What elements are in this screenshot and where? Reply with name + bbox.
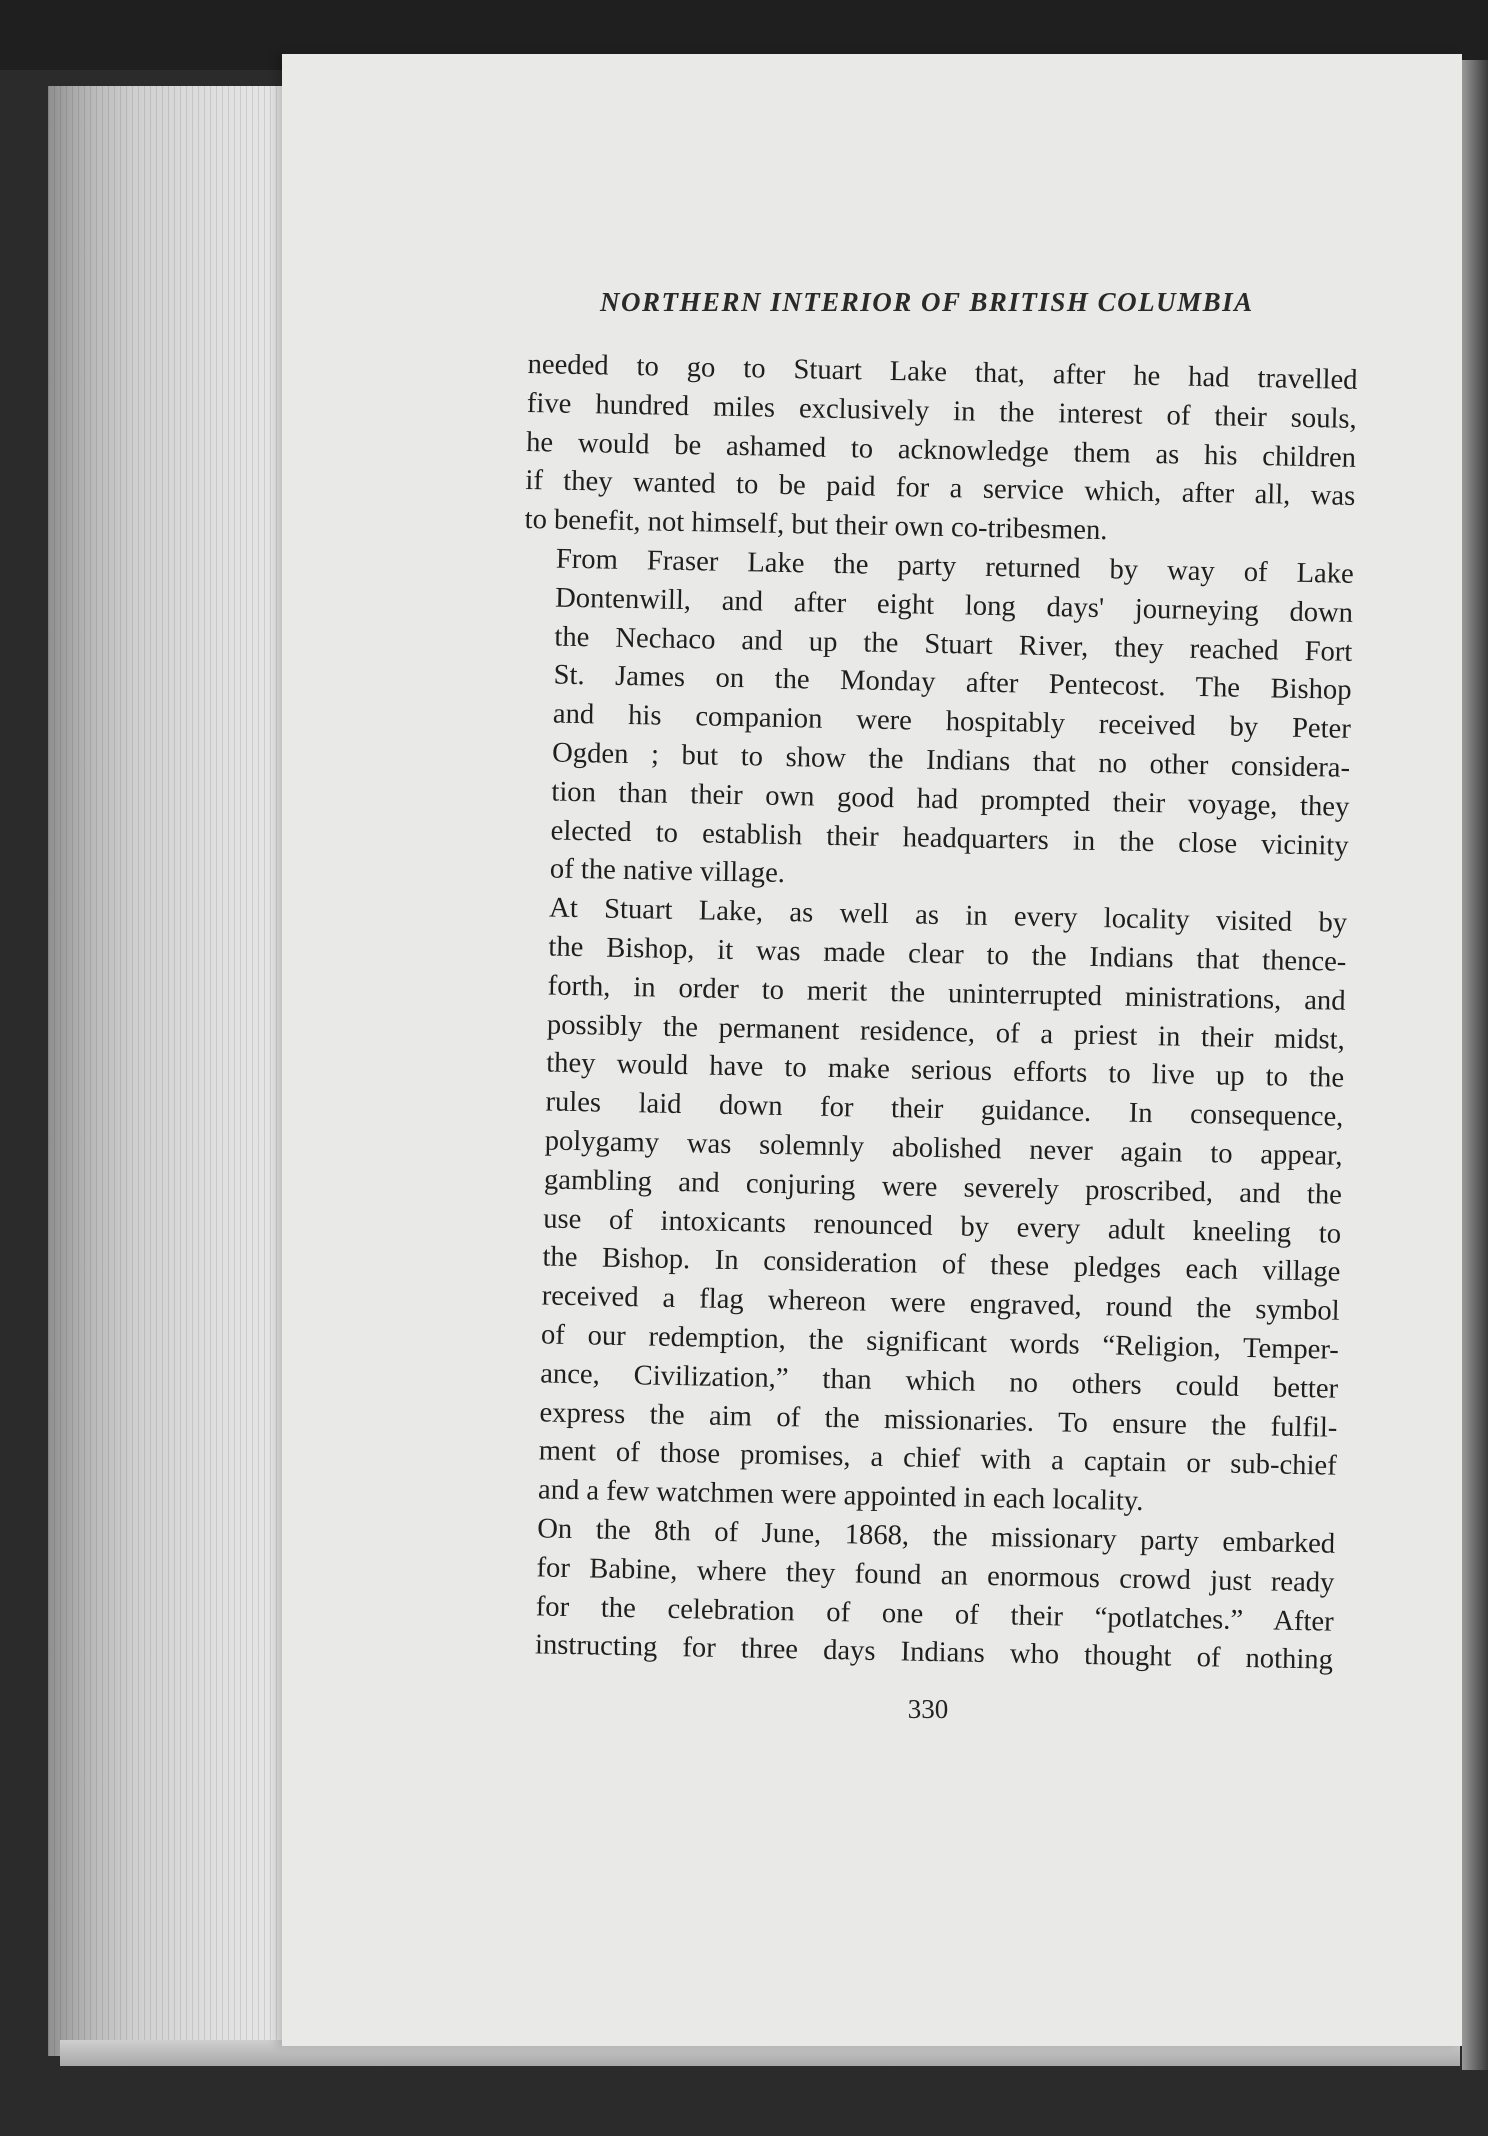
text-line: From Fraser Lake the party returned by way of Lake <box>555 543 1355 590</box>
text-line: the Nechaco and up the Stuart River, they reached Fort <box>554 621 1353 668</box>
paragraph <box>503 1510 1336 1681</box>
text-line: needed to go to Stuart Lake that, after he had travelled <box>527 348 1358 396</box>
text-line: ment of those promises, a chief with a captain or sub-chief <box>538 1435 1337 1483</box>
paragraph <box>518 540 1355 905</box>
text-line: Ogden ; but to show the Indians that no other considera- <box>551 737 1351 784</box>
text-line: Dontenwill, and after eight long days' journeying down <box>554 582 1354 629</box>
text-line: to benefit, not himself, but their own co-tribesmen. <box>524 504 1108 547</box>
text-line: On the 8th of June, 1868, the missionary party embarked <box>536 1513 1336 1560</box>
text-line: and his companion were hospitably received by Peter <box>552 698 1352 746</box>
text-line: St. James on the Monday after Pentecost. The Bishop <box>553 659 1352 707</box>
text-line: rules laid down for their guidance. In consequence, <box>545 1086 1344 1133</box>
text-line: of our redemption, the significant words “Religion, Temper- <box>540 1319 1340 1366</box>
running-head: NORTHERN INTERIOR OF BRITISH COLUMBIA <box>600 287 1254 317</box>
text-line: if they wanted to be paid for a service which, after all, was <box>525 465 1356 513</box>
text-line: five hundred miles exclusively in the interest of their souls, <box>526 387 1358 435</box>
text-line: polygamy was solemnly abolished never again to appear, <box>544 1125 1343 1172</box>
text-line: of the native village. <box>549 853 786 890</box>
text-line: he would be ashamed to acknowledge them as his children <box>525 426 1357 474</box>
text-line: they would have to make serious efforts to live up to the <box>545 1047 1345 1095</box>
text-line: gambling and conjuring were severely proscribed, and the <box>543 1164 1343 1211</box>
paragraph <box>506 889 1348 1526</box>
text-line: the Bishop, it was made clear to the Indians that thence- <box>548 931 1347 978</box>
text-line: tion than their own good had prompted their voyage, they <box>551 776 1350 823</box>
text-line: for the celebration of one of their “potlatches.” After <box>535 1590 1334 1638</box>
page-edges <box>48 86 298 2056</box>
text-line: ance, Civilization,” than which no others could better <box>539 1358 1339 1405</box>
text-line: for Babine, where they found an enormous crowd just ready <box>536 1552 1335 1599</box>
text-line: express the aim of the missionaries. To ensure the fulfil- <box>539 1396 1338 1444</box>
text-line: elected to establish their headquarters in the close vicinity <box>550 815 1349 862</box>
text-line: use of intoxicants renounced by every adult kneeling to <box>542 1202 1342 1250</box>
text-line: forth, in order to merit the uninterrupted ministrations, and <box>547 970 1346 1017</box>
text-line: and a few watchmen were appointed in each locality. <box>537 1474 1144 1518</box>
text-line: the Bishop. In consideration of these pledges each village <box>542 1241 1341 1289</box>
text-line: At Stuart Lake, as well as in every locality visited by <box>548 892 1348 939</box>
paragraph <box>524 346 1358 556</box>
text-line: received a flag whereon were engraved, round the symbol <box>541 1280 1340 1327</box>
page-number: 330 <box>907 1694 949 1724</box>
facing-page-edge <box>1462 60 1488 2070</box>
text-line: possibly the permanent residence, of a priest in their midst, <box>546 1009 1346 1056</box>
text-line: instructing for three days Indians who thought of nothing <box>534 1629 1334 1676</box>
body-text <box>503 346 1358 1681</box>
